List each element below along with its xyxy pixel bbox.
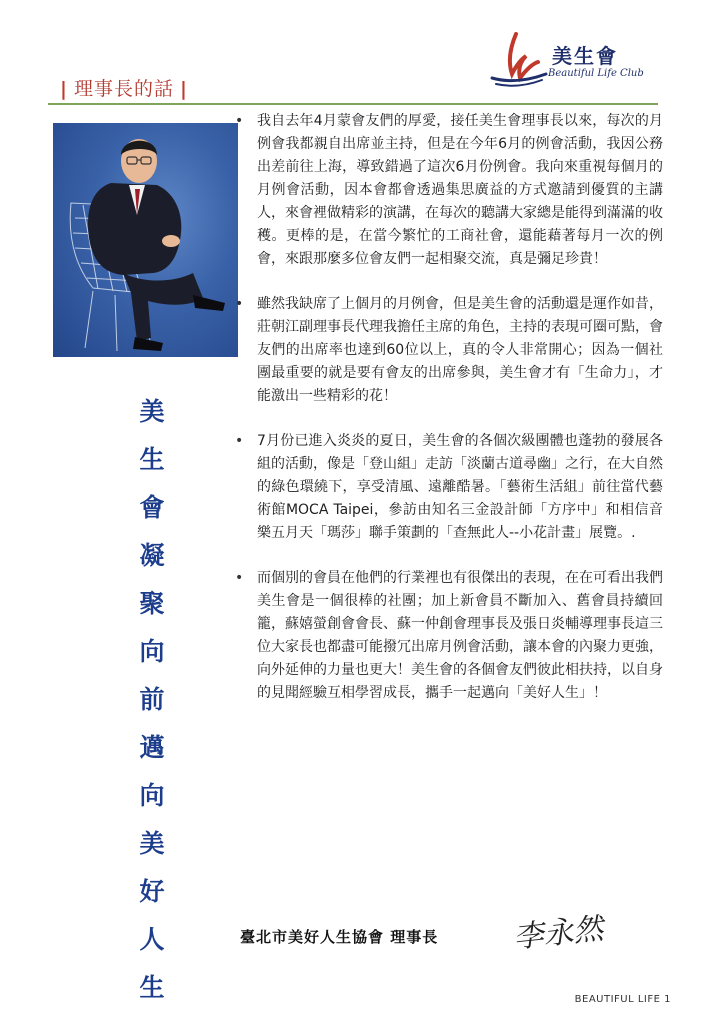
- paragraph-text: 而個別的會員在他們的行業裡也有很傑出的表現，在在可看出我們美生會是一個很棒的社團；加上新會員不斷加入、舊會員持續回籠，蘇嬉螢創會會長、蘇一仲創會理事長及張日炎輔導理事長這三位大家長也都盡可能撥冗出席月例會活動，讓本會的內聚力更強，向外延伸的力量也更大！美生會的各個會友們彼此相扶持，以自身的見聞經驗互相學習成長，攜手一起邁向「美好人生」！: [257, 570, 663, 701]
- signature-handwritten: 李永然: [511, 911, 605, 956]
- chairman-portrait-icon: [53, 123, 238, 357]
- chairman-photo: [53, 123, 238, 357]
- slogan-char: 生: [139, 445, 165, 474]
- slogan-char: 人: [139, 925, 165, 954]
- logo-mark-icon: [486, 30, 550, 88]
- paragraph: [233, 110, 663, 271]
- bullet: •: [235, 296, 244, 312]
- slogan-char: 凝: [139, 541, 165, 570]
- signature-organization: 臺北市美好人生協會 理事長: [240, 928, 439, 946]
- slogan-char: 美: [139, 829, 165, 858]
- paragraph: [233, 567, 663, 705]
- slogan-char: 聚: [139, 589, 165, 618]
- paragraph: [233, 430, 663, 545]
- logo-name: 美生會: [552, 44, 618, 68]
- header-divider: [48, 103, 658, 105]
- slogan-char: 前: [139, 685, 165, 714]
- page-title: 理事長的話: [73, 78, 174, 100]
- club-logo: [486, 30, 656, 90]
- header-bar-left: |: [60, 78, 68, 100]
- section-header: [60, 74, 188, 101]
- bullet: •: [235, 570, 244, 586]
- paragraph-text: 我自去年4月蒙會友們的厚愛，接任美生會理事長以來，每次的月例會我都親自出席並主持，但是在今年6月的例會活動，我因公務出差前往上海，導致錯過了這次6月份例會。我向來重視每個月的月例會活動，因本會都會透過集思廣益的方式邀請到優質的主講人，來會裡做精彩的演講，在每次的聽講大家總是能得到滿滿的收穫。更棒的是，在當今繁忙的工商社會，還能藉著每月一次的例會，來跟那麼多位會友們一起相聚交流，真是彌足珍貴！: [257, 113, 663, 267]
- bullet: •: [235, 433, 244, 449]
- slogan-char: 好: [139, 877, 165, 906]
- slogan-char: 邁: [139, 733, 165, 762]
- paragraph: [233, 293, 663, 408]
- logo-subtitle: Beautiful Life Club: [548, 68, 644, 79]
- paragraph-text: 7月份已進入炎炎的夏日，美生會的各個次級團體也蓬勃的發展各組的活動，像是「登山組」走訪「淡蘭古道尋幽」之行，在大自然的綠色環繞下，享受清風、遠離酷暑。「藝術生活組」前往當代藝術館MOCA Taipei，參訪由知名三金設計師「方序中」和相信音樂五月天「瑪莎」聯手策劃的「查無此人--小花計畫」展覽。.: [257, 433, 663, 541]
- slogan-char: 會: [139, 493, 165, 522]
- vertical-slogan: [132, 392, 172, 1016]
- slogan-char: 生: [139, 973, 165, 1002]
- header-bar-right: |: [179, 78, 188, 100]
- slogan-char: 美: [139, 397, 165, 426]
- page-number: BEAUTIFUL LIFE 1: [574, 994, 671, 1005]
- bullet: •: [235, 113, 244, 129]
- paragraph-text: 雖然我缺席了上個月的月例會，但是美生會的活動還是運作如昔，莊朝江副理事長代理我擔任主席的角色，主持的表現可圈可點，會友們的出席率也達到60位以上，真的令人非常開心；因為一個社團最重要的就是要有會友的出席參與，美生會才有「生命力」，才能激出一些精彩的花！: [257, 296, 663, 404]
- slogan-char: 向: [139, 781, 165, 810]
- slogan-char: 向: [139, 637, 165, 666]
- article-body: [233, 110, 663, 727]
